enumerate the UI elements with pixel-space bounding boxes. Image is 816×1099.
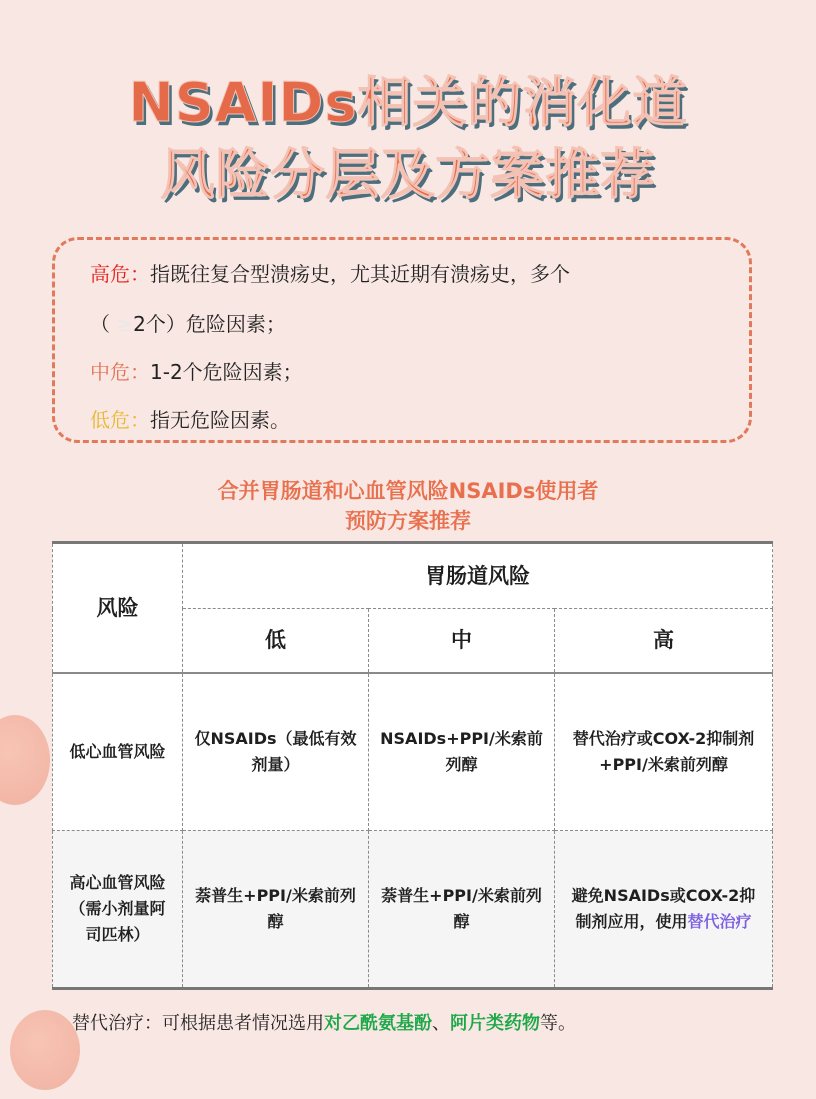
drug-opioids: 阿片类药物	[450, 1013, 540, 1034]
decorative-flower	[10, 1010, 80, 1090]
row-label-high-cv: 高心血管风险（需小剂量阿司匹林）	[53, 831, 183, 989]
table-cell: 仅NSAIDs（最低有效剂量）	[183, 673, 369, 831]
avoid-text: 避免NSAIDs或COX-2抑制剂应用，使用	[571, 886, 756, 931]
drug-acetaminophen: 对乙酰氨基酚	[324, 1013, 432, 1034]
risk-high-label: 高危：	[90, 262, 150, 286]
risk-medium-label: 中危：	[90, 360, 150, 384]
recommendation-table	[52, 541, 773, 990]
table-cell: 萘普生+PPI/米索前列醇	[369, 831, 555, 989]
risk-medium-line	[90, 356, 303, 385]
gi-low-header: 低	[183, 609, 369, 673]
footnote-sep: 、	[432, 1013, 450, 1034]
gi-medium-header: 中	[369, 609, 555, 673]
gi-risk-header: 胃肠道风险	[183, 543, 773, 609]
risk-header: 风险	[53, 543, 183, 673]
risk-medium-text: 1-2个危险因素；	[150, 360, 303, 384]
gte-symbol: ≥	[116, 312, 134, 336]
table-cell-avoid	[555, 831, 773, 989]
alternative-therapy-highlight: 替代治疗	[687, 912, 752, 931]
risk-high-open: （	[90, 312, 117, 336]
risk-high-text: 指既往复合型溃疡史，尤其近期有溃疡史，多个	[150, 262, 570, 286]
table-cell: 替代治疗或COX-2抑制剂+PPI/米索前列醇	[555, 673, 773, 831]
risk-high-rest: 2个）危险因素；	[133, 312, 286, 336]
footnote-prefix: 替代治疗：可根据患者情况选用	[72, 1013, 324, 1034]
row-label-low-cv: 低心血管风险	[53, 673, 183, 831]
risk-low-line	[90, 404, 290, 433]
risk-high-line2	[90, 308, 286, 337]
risk-low-label: 低危：	[90, 408, 150, 432]
risk-low-text: 指无危险因素。	[150, 408, 290, 432]
table-cell: 萘普生+PPI/米索前列醇	[183, 831, 369, 989]
gi-high-header: 高	[555, 609, 773, 673]
risk-high-line	[90, 258, 570, 287]
table-row	[53, 831, 773, 989]
page-title: NSAIDs相关的消化道	[128, 71, 688, 134]
page-title-line2: 风险分层及方案推荐	[160, 143, 656, 206]
table-title-line2: 预防方案推荐	[345, 509, 471, 533]
table-row	[53, 673, 773, 831]
footnote	[72, 1009, 576, 1035]
table-title: 合并胃肠道和心血管风险NSAIDs使用者	[217, 479, 599, 503]
table-cell: NSAIDs+PPI/米索前列醇	[369, 673, 555, 831]
decorative-flower	[0, 715, 50, 805]
footnote-suffix: 等。	[540, 1013, 576, 1034]
